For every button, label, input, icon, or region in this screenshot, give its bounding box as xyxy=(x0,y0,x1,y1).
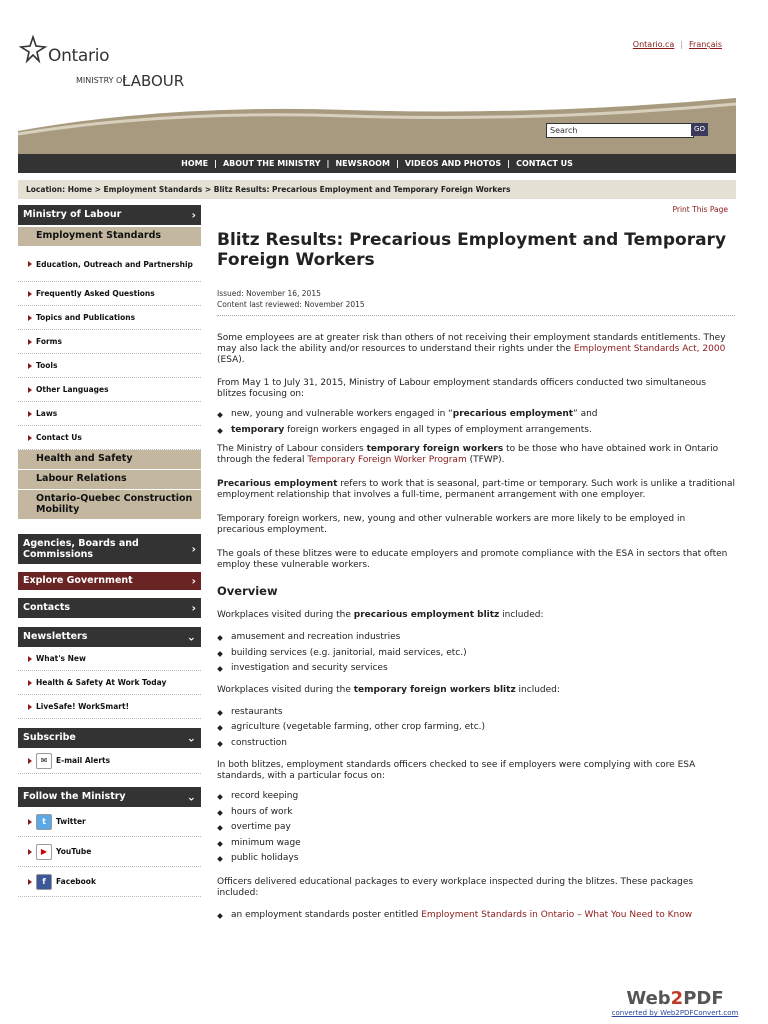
sidebar-item-youtube[interactable]: ▶ YouTube xyxy=(18,837,201,867)
sidebar-follow-ministry[interactable]: Follow the Ministry ⌄ xyxy=(18,787,201,807)
focus-list xyxy=(217,407,735,438)
standards-list xyxy=(217,789,735,867)
reviewed-date: Content last reviewed: November 2015 xyxy=(217,300,365,309)
esa-link[interactable]: Employment Standards Act, 2000 xyxy=(573,344,726,354)
ministry-of-label: MINISTRY OF xyxy=(76,76,127,85)
list-item: minimum wage xyxy=(231,836,735,852)
chevron-down-icon: ⌄ xyxy=(186,731,196,745)
list-item: public holidays xyxy=(231,851,735,867)
list-item: hours of work xyxy=(231,805,735,821)
sidebar-employment-standards[interactable]: Employment Standards xyxy=(18,227,201,247)
sidebar-labour-relations[interactable]: Labour Relations xyxy=(18,470,201,490)
sidebar-agencies[interactable]: Agencies, Boards and Commissions › xyxy=(18,534,201,564)
trillium-icon xyxy=(18,34,48,64)
sidebar-item-topics[interactable]: Topics and Publications xyxy=(18,306,201,330)
sidebar-item-hs-today[interactable]: Health & Safety At Work Today xyxy=(18,671,201,695)
precarious-paragraph: Precarious employment refers to work that is seasonal, part-time or temporary. Such work is unlike a traditional employment relationship that involves a full-time, permanent arrangement with one employer. xyxy=(217,479,735,500)
sidebar-subscribe[interactable]: Subscribe ⌄ xyxy=(18,728,201,748)
chevron-down-icon: ⌄ xyxy=(186,630,196,644)
breadcrumb: Location: Home > Employment Standards > Blitz Results: Precarious Employment and Temporary Foreign Workers xyxy=(18,180,736,199)
list-item: new, young and vulnerable workers engaged in “precarious employment” and xyxy=(231,407,735,423)
vulnerable-paragraph: Temporary foreign workers, new, young and other vulnerable workers are more likely to be employed in precarious employment. xyxy=(217,514,686,535)
youtube-icon: ▶ xyxy=(36,844,52,860)
main-content xyxy=(217,230,735,923)
divider xyxy=(217,315,735,316)
issued-date: Issued: November 16, 2015 xyxy=(217,289,321,298)
tfw-list xyxy=(217,705,735,752)
sidebar-item-email-alerts[interactable]: ✉ E-mail Alerts xyxy=(18,748,201,774)
sidebar-newsletters[interactable]: Newsletters ⌄ xyxy=(18,627,201,647)
overview-heading: Overview xyxy=(217,584,278,598)
tfwp-link[interactable]: Temporary Foreign Worker Program xyxy=(307,455,467,465)
web2pdf-watermark xyxy=(600,988,750,1017)
goals-paragraph: The goals of these blitzes were to educate employers and promote compliance with the ESA in sectors that often employ these vulnerable workers. xyxy=(217,549,728,570)
brand-name: Ontario xyxy=(48,46,110,66)
top-links: Ontario.ca | Français xyxy=(632,40,722,49)
sidebar-item-faq[interactable]: Frequently Asked Questions xyxy=(18,282,201,306)
list-item: temporary foreign workers engaged in all types of employment arrangements. xyxy=(231,423,735,439)
sidebar-item-whats-new[interactable]: What's New xyxy=(18,647,201,671)
envelope-icon: ✉ xyxy=(36,753,52,769)
web2pdf-converted-link[interactable]: converted by Web2PDFConvert.com xyxy=(611,1009,739,1017)
precarious-blitz-paragraph: Workplaces visited during the precarious employment blitz included: xyxy=(217,610,544,620)
sidebar-item-education[interactable]: Education, Outreach and Partnership xyxy=(18,247,201,282)
sidebar-item-laws[interactable]: Laws xyxy=(18,402,201,426)
list-item: overtime pay xyxy=(231,820,735,836)
sidebar-oqcm[interactable]: Ontario-Quebec Construction Mobility xyxy=(18,490,201,520)
chevron-right-icon: › xyxy=(191,542,196,556)
tfw-blitz-paragraph: Workplaces visited during the temporary foreign workers blitz included: xyxy=(217,684,560,695)
labour-label: LABOUR xyxy=(122,72,185,90)
sidebar-item-forms[interactable]: Forms xyxy=(18,330,201,354)
list-item: building services (e.g. janitorial, maid services, etc.) xyxy=(231,646,735,662)
sidebar-explore-government[interactable]: Explore Government › xyxy=(18,572,201,590)
sidebar xyxy=(18,205,201,520)
sidebar-health-safety[interactable]: Health and Safety xyxy=(18,450,201,470)
list-item: record keeping xyxy=(231,789,735,805)
main-nav: HOME | ABOUT THE MINISTRY | NEWSROOM | VIDEOS AND PHOTOS | CONTACT US xyxy=(18,154,736,173)
precarious-list xyxy=(217,630,735,677)
intro-paragraph: Some employees are at greater risk than others of not receiving their employment standards entitlements. They may also lack the ability and/or resources to understand their rights under the Employment Standards Act, 2000 (ESA). xyxy=(217,333,726,365)
sidebar-item-tools[interactable]: Tools xyxy=(18,354,201,378)
nav-home[interactable]: HOME xyxy=(181,159,209,168)
web2pdf-logo: Web2PDF xyxy=(626,988,724,1009)
sidebar-item-twitter[interactable]: t Twitter xyxy=(18,807,201,837)
list-item: amusement and recreation industries xyxy=(231,630,735,646)
nav-newsroom[interactable]: NEWSROOM xyxy=(335,159,390,168)
sidebar-contacts[interactable]: Contacts › xyxy=(18,598,201,618)
sidebar-ministry-of-labour[interactable]: Ministry of Labour › xyxy=(18,205,201,225)
list-item: an employment standards poster entitled Employment Standards in Ontario – What You Need to Know xyxy=(231,908,735,924)
sidebar-item-facebook[interactable]: f Facebook xyxy=(18,867,201,897)
packages-list xyxy=(217,908,735,924)
standards-paragraph: In both blitzes, employment standards officers checked to see if employers were complying with core ESA standards, with a particular focus on: xyxy=(217,760,696,781)
list-item: construction xyxy=(231,736,735,752)
ontario-ca-link[interactable]: Ontario.ca xyxy=(632,40,675,49)
go-button[interactable]: GO xyxy=(691,123,708,136)
nav-about[interactable]: ABOUT THE MINISTRY xyxy=(222,159,321,168)
sidebar-item-livesafe[interactable]: LiveSafe! WorkSmart! xyxy=(18,695,201,719)
chevron-right-icon: › xyxy=(191,601,196,615)
chevron-down-icon: ⌄ xyxy=(186,790,196,804)
nav-contact[interactable]: CONTACT US xyxy=(516,159,573,168)
list-item: agriculture (vegetable farming, other crop farming, etc.) xyxy=(231,720,735,736)
page-title: Blitz Results: Precarious Employment and Temporary Foreign Workers xyxy=(217,230,727,270)
tfw-paragraph: The Ministry of Labour considers temporary foreign workers to be those who have obtained work in Ontario through the federal Temporary Foreign Worker Program (TFWP). xyxy=(217,444,719,465)
packages-paragraph: Officers delivered educational packages to every workplace inspected during the blitzes. These packages included: xyxy=(217,876,694,898)
francais-link[interactable]: Français xyxy=(689,40,722,49)
nav-videos[interactable]: VIDEOS AND PHOTOS xyxy=(404,159,502,168)
sidebar-item-languages[interactable]: Other Languages xyxy=(18,378,201,402)
print-page-link[interactable]: Print This Page xyxy=(672,205,728,214)
es-poster-link[interactable]: Employment Standards in Ontario – What You Need to Know xyxy=(421,909,693,920)
sidebar-item-contact[interactable]: Contact Us xyxy=(18,426,201,450)
chevron-right-icon: › xyxy=(191,208,196,222)
twitter-icon: t xyxy=(36,814,52,830)
list-item: restaurants xyxy=(231,705,735,721)
blitz-paragraph: From May 1 to July 31, 2015, Ministry of Labour employment standards officers conducted two simultaneous blitzes focusing on: xyxy=(217,378,707,399)
search-input[interactable]: Search xyxy=(546,123,694,138)
facebook-icon: f xyxy=(36,874,52,890)
list-item: investigation and security services xyxy=(231,661,735,677)
chevron-right-icon: › xyxy=(191,574,196,588)
